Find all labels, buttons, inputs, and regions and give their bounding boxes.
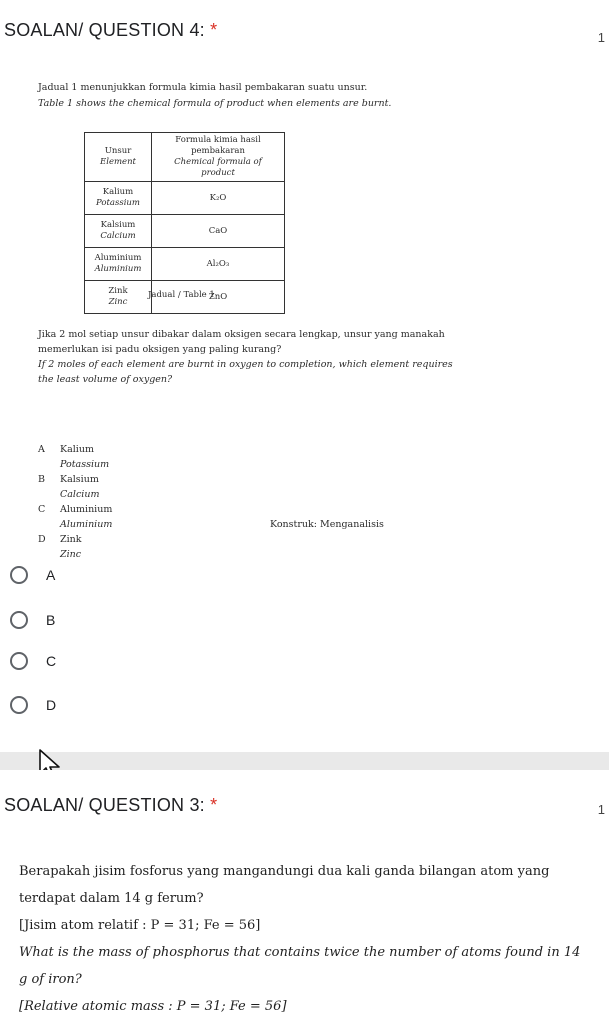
table-header-formula	[152, 133, 285, 182]
option-b-en: Calcium	[60, 489, 100, 500]
header-formula-en: Chemical formula of product	[174, 157, 262, 178]
option-a: A Kalium	[38, 444, 94, 455]
option-d-en: Zinc	[60, 549, 82, 560]
option-b: B Kalsium	[38, 474, 99, 485]
table-cell-element	[85, 248, 152, 281]
element-en: Calcium	[100, 231, 136, 241]
table-row	[85, 215, 285, 248]
choice-d-label: D	[46, 697, 57, 713]
radio-a[interactable]	[10, 566, 28, 584]
question-en-line-1: If 2 moles of each element are burnt in oxygen to completion, which element requires	[38, 359, 453, 370]
table-cell-formula: ZnO	[152, 281, 285, 314]
element-en: Potassium	[96, 198, 140, 208]
element-ms: Kalsium	[100, 220, 136, 230]
question-ms-line-1: Jika 2 mol setiap unsur dibakar dalam oksigen secara lengkap, unsur yang manakah	[38, 329, 445, 340]
header-formula-ms: Formula kimia hasil pembakaran	[175, 135, 261, 156]
radio-c[interactable]	[10, 652, 28, 670]
option-c-en: Aluminium	[60, 519, 113, 530]
table-header-row	[85, 133, 285, 182]
question-4-points: 1	[597, 30, 605, 45]
option-d: D Zink	[38, 534, 82, 545]
question-en-line-2: the least volume of oxygen?	[38, 374, 173, 385]
answer-options-list	[38, 442, 112, 562]
question-3-title	[4, 795, 217, 816]
question-3-points: 1	[597, 802, 605, 817]
question-ms-line-2: memerlukan isi padu oksigen yang paling kurang?	[38, 344, 282, 355]
element-en: Zinc	[108, 297, 128, 307]
table-cell-element	[85, 281, 152, 314]
table-cell-element	[85, 182, 152, 215]
table-row	[85, 182, 285, 215]
radio-d[interactable]	[10, 696, 28, 714]
konstruk-label: Konstruk: Menganalisis	[270, 519, 384, 530]
choice-a[interactable]	[10, 560, 55, 590]
choice-b-label: B	[46, 612, 56, 628]
element-ms: Zink	[108, 286, 128, 296]
header-element-en: Element	[100, 157, 136, 167]
option-c: C Aluminium	[38, 504, 113, 515]
table-cell-formula: K₂O	[152, 182, 285, 215]
question-3-en-line-2: g of iron?	[19, 972, 82, 987]
choice-b[interactable]	[10, 605, 55, 635]
required-asterisk: *	[210, 795, 218, 815]
question-3-note-ms: [Jisim atom relatif : P = 31; Fe = 56]	[19, 918, 261, 933]
question-3-title-text: SOALAN/ QUESTION 3:	[4, 795, 205, 815]
table-cell-element	[85, 215, 152, 248]
intro-ms: Jadual 1 menunjukkan formula kimia hasil pembakaran suatu unsur.	[38, 82, 368, 93]
question-3-text	[19, 858, 579, 1020]
element-en: Aluminium	[94, 264, 142, 274]
choice-d[interactable]	[10, 690, 56, 720]
element-ms: Kalium	[102, 187, 134, 197]
table-cell-formula: CaO	[152, 215, 285, 248]
table-cell-formula: Al₂O₃	[152, 248, 285, 281]
question-4-title-text: SOALAN/ QUESTION 4:	[4, 20, 205, 40]
question-3-card	[0, 770, 609, 1022]
table-header-element	[85, 133, 152, 182]
question-4-text	[38, 327, 453, 387]
choice-c[interactable]	[10, 646, 56, 676]
question-4-title	[4, 20, 217, 41]
table-row	[85, 248, 285, 281]
question-3-note-en: [Relative atomic mass : P = 31; Fe = 56]	[19, 999, 287, 1014]
element-ms: Aluminium	[94, 253, 142, 263]
question-3-en-line-1: What is the mass of phosphorus that contains twice the number of atoms found in 14	[19, 945, 581, 960]
intro-en: Table 1 shows the chemical formula of product when elements are burnt.	[38, 98, 392, 109]
option-a-en: Potassium	[60, 459, 110, 470]
choice-a-label: A	[46, 567, 56, 583]
required-asterisk: *	[210, 20, 218, 40]
choice-c-label: C	[46, 653, 57, 669]
header-element-ms: Unsur	[104, 146, 132, 156]
table-caption: Jadual / Table 1	[148, 290, 215, 300]
question-3-ms-line-2: terdapat dalam 14 g ferum?	[19, 891, 204, 906]
question-3-ms-line-1: Berapakah jisim fosforus yang mangandungi dua kali ganda bilangan atom yang	[19, 864, 550, 879]
radio-b[interactable]	[10, 611, 28, 629]
chemical-formula-table	[84, 132, 285, 314]
